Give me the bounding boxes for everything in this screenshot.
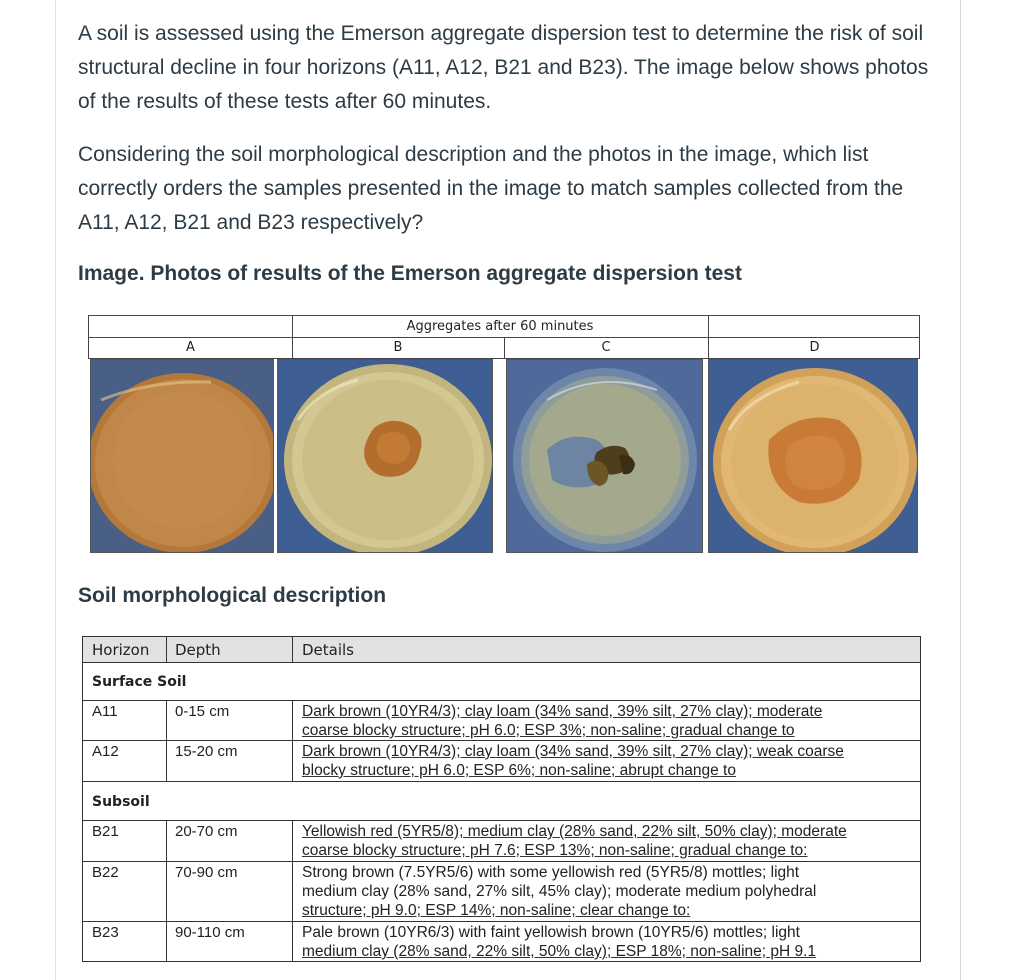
photo-row — [88, 359, 920, 553]
card-left-edge — [55, 0, 56, 980]
details-b22-line3: structure; pH 9.0; ESP 14%; non-saline; clear change to: — [302, 902, 691, 919]
photo-label-c: C — [601, 340, 611, 355]
details-a12-line1: Dark brown (10YR4/3); clay loam (34% sand, 39% silt, 27% clay); weak coarse — [302, 743, 844, 760]
photo-table-label-row — [88, 337, 920, 359]
details-a12 — [302, 742, 844, 780]
photo-table-title: Aggregates after 60 minutes — [406, 319, 594, 334]
details-b23 — [302, 923, 816, 961]
photo-label-d: D — [809, 340, 820, 355]
details-b21 — [302, 822, 847, 860]
horizon-a11: A11 — [92, 703, 118, 720]
details-b21-line2: coarse blocky structure; pH 7.6; ESP 13%; non-saline; gradual change to: — [302, 842, 808, 859]
details-b22-line2: medium clay (28% sand, 27% silt, 45% clay); moderate medium polyhedral — [302, 883, 817, 900]
horizon-a12: A12 — [92, 743, 119, 760]
horizon-b21: B21 — [92, 823, 119, 840]
question-paragraph-1: A soil is assessed using the Emerson aggregate dispersion test to determine the risk of soil structural decline in four horizons (A11, A12, B21 and B23). The image below shows photos of the results of these tests after 60 minutes. — [78, 22, 929, 113]
photo-table-title-row — [88, 315, 920, 338]
depth-b21: 20-70 cm — [175, 823, 238, 840]
emerson-photo-table — [88, 315, 920, 553]
horizon-b23: B23 — [92, 924, 119, 941]
image-heading: Image. Photos of results of the Emerson aggregate dispersion test — [78, 262, 742, 285]
details-a11 — [302, 702, 822, 740]
petri-dish-photo-c — [506, 359, 703, 553]
section-subsoil: Subsoil — [92, 794, 150, 810]
section-surface-soil: Surface Soil — [92, 674, 187, 690]
depth-b23: 90-110 cm — [175, 924, 245, 941]
header-details: Details — [302, 641, 355, 659]
petri-dish-photo-d — [708, 359, 918, 553]
photo-label-a: A — [186, 340, 195, 355]
horizon-b22: B22 — [92, 864, 119, 881]
details-b22-line1: Strong brown (7.5YR5/6) with some yellowish red (5YR5/8) mottles; light — [302, 864, 800, 881]
depth-a11: 0-15 cm — [175, 703, 230, 720]
depth-b22: 70-90 cm — [175, 864, 238, 881]
details-b21-line1: Yellowish red (5YR5/8); medium clay (28% sand, 22% silt, 50% clay); moderate — [302, 823, 847, 840]
question-paragraph-2: Considering the soil morphological description and the photos in the image, which list correctly orders the samples presented in the image to match samples collected from the A11, A12, B21 and B23 respectively? — [78, 143, 904, 234]
card-right-edge — [960, 0, 961, 980]
details-b23-line1: Pale brown (10YR6/3) with faint yellowish brown (10YR5/6) mottles; light — [302, 924, 800, 941]
photo-label-b: B — [393, 340, 403, 355]
petri-dish-photo-b — [277, 359, 493, 553]
details-a12-line2: blocky structure; pH 6.0; ESP 6%; non-saline; abrupt change to — [302, 762, 736, 779]
header-horizon: Horizon — [92, 641, 150, 659]
details-a11-line1: Dark brown (10YR4/3); clay loam (34% sand, 39% silt, 27% clay); moderate — [302, 703, 823, 720]
details-b23-line2: medium clay (28% sand, 22% silt, 50% clay); ESP 18%; non-saline; pH 9.1 — [302, 943, 817, 960]
details-a11-line2: coarse blocky structure; pH 6.0; ESP 3%; non-saline; gradual change to — [302, 722, 795, 739]
morphology-table — [82, 636, 921, 962]
petri-dish-photo-a — [90, 359, 274, 553]
header-depth: Depth — [175, 641, 221, 659]
morphology-heading: Soil morphological description — [78, 584, 387, 607]
details-b22 — [302, 863, 816, 920]
depth-a12: 15-20 cm — [175, 743, 238, 760]
